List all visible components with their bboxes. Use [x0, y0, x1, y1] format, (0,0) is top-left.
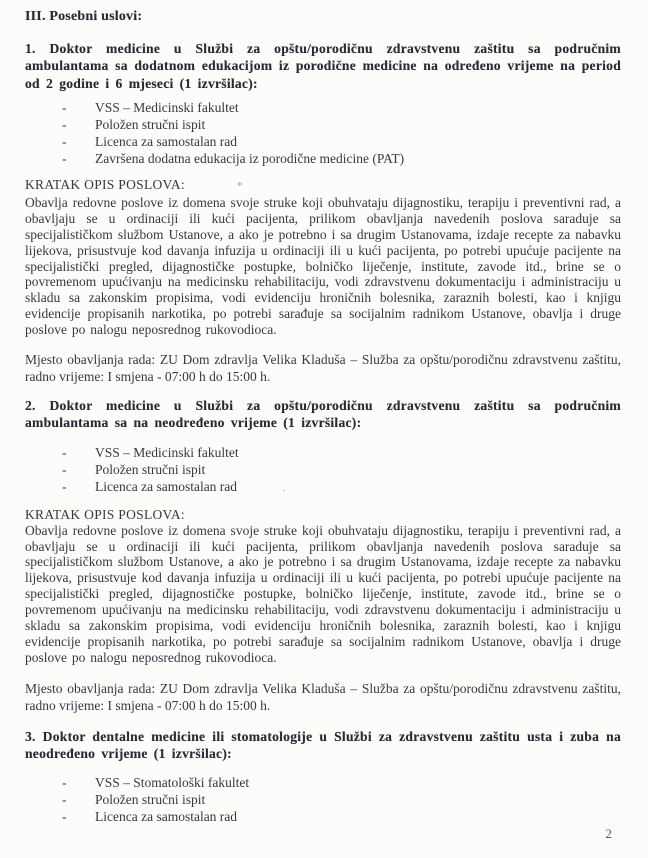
requirement-item [25, 461, 621, 478]
job-1-short-description-label [25, 176, 621, 195]
requirement-item [25, 774, 621, 791]
bullet-dash: - [62, 792, 67, 808]
bullet-dash: - [62, 775, 67, 791]
bullet-dash: - [62, 99, 67, 115]
kratak-label-text: KRATAK OPIS POSLOVA: [25, 176, 185, 192]
job-2-description: Obavlja redovne poslove iz domena svoje struke koji obuhvataju dijagnostiku, terapiju i preventivni rad, a obavljaju se u ordinaciji ili kući pacijenta, prilikom obavljanja navedenih poslova saraduje sa specijalističkom službom Ustanove, a ako je potrebno i sa drugim Ustanovama, izdaje recepte za nabavku lijekova, prisustvuje kod davanja infuzija u ordinaciji ili u kući pacijenta, po potrebi upućuje pacijente na specijalistički pregled, dijagnostičke postupke, bolničko liječenje, institute, zavode itd., brine se o povremenom upućivanju na medicinsku rehabilitaciju, vodi zdravstvenu dokumentaciju i administraciju u skladu sa zakonskim propisima, vodi evidenciju hroničnih bolesnika, zaraznih bolesti, kao i knjigu evidencije propisanih narkotika, po potrebi sarađuje sa socijalnim radnikom Ustanove, obavlja i druge poslove po nalogu neposrednog rukovodioca. [25, 522, 621, 665]
requirement-text: VSS – Medicinski fakultet [95, 99, 239, 115]
requirement-text: VSS – Stomatološki fakultet [95, 775, 250, 791]
bullet-dash: - [62, 461, 67, 477]
bullet-dash: - [62, 116, 67, 132]
job-2-short-description-label [25, 506, 621, 523]
requirement-item [25, 99, 621, 116]
requirement-text: Licenca za samostalan rad [95, 809, 238, 825]
job-1-description: Obavlja redovne poslove iz domena svoje struke koji obuhvataju dijagnostiku, terapiju i preventivni rad, a obavljaju se u ordinaciji ili kući pacijenta, prilikom obavljanja navedenih poslova saraduje sa specijalističkom službom Ustanove, a ako je potrebno i sa drugim Ustanovama, izdaje recepte za nabavku lijekova, prisustvuje kod davanja infuzija u ordinaciji ili u kući pacijenta, po potrebi upućuje pacijente na specijalistički pregled, dijagnostičke postupke, bolničko liječenje, institute, zavode itd., brine se o povremenom upućivanju na medicinsku rehabilitaciju, vodi zdravstvenu dokumentaciju i administraciju u skladu sa zakonskim propisima, vodi evidenciju hroničnih bolesnika, zaraznih bolesti, kao i knjigu evidencije propisanih narkotika, po potrebi sarađuje sa socijalnim radnikom Ustanove, obavlja i druge poslove po nalogu neposrednog rukovodioca. [25, 194, 621, 338]
requirement-item [25, 116, 621, 133]
kratak-label-text: KRATAK OPIS POSLOVA: [25, 506, 185, 522]
bullet-dash: - [62, 150, 67, 166]
bullet-dash: - [62, 478, 67, 494]
bullet-dash: - [62, 133, 67, 149]
job-2-location: Mjesto obavljanja rada: ZU Dom zdravlja Velika Kladuša – Služba za opštu/porodičnu zdravstvenu zaštitu, radno vrijeme: I smjena - 07:00 h do 15:00 h. [25, 680, 621, 713]
bullet-dash: - [62, 444, 67, 460]
requirement-text: Položen stručni ispit [95, 792, 206, 808]
requirement-item [25, 791, 621, 808]
scan-artifact: . [283, 481, 286, 494]
page-number: 2 [605, 826, 612, 841]
job-1-location: Mjesto obavljanja rada: ZU Dom zdravlja Velika Kladuša – Služba za opštu/porodičnu zdravstvenu zaštitu, radno vrijeme: I smjena - 07:00 h do 15:00 h. [25, 352, 621, 385]
job-3-requirements [25, 774, 621, 825]
requirement-item [25, 478, 621, 497]
scan-artifact: * [236, 179, 243, 192]
bullet-dash: - [62, 809, 67, 825]
job-2-heading: 2. Doktor medicine u Službi za opštu/porodičnu zdravstvenu zaštitu sa područnim ambulantama sa na neodređeno vrijeme (1 izvršilac): [25, 398, 621, 431]
job-1-heading: 1. Doktor medicine u Službi za opštu/porodičnu zdravstvenu zaštitu sa područnim ambulantama sa dodatnom edukacijom iz porodične medicine na određeno vrijeme na period od 2 godine i 6 mjeseci (1 izvršilac): [25, 41, 621, 91]
requirement-text: Završena dodatna edukacija iz porodične medicine (PAT) [95, 150, 405, 166]
requirement-item [25, 808, 621, 825]
requirement-text: Licenca za samostalan rad [95, 478, 238, 494]
requirement-text: Položen stručni ispit [95, 461, 206, 477]
requirement-item [25, 150, 621, 167]
requirement-text: Licenca za samostalan rad [95, 133, 238, 149]
job-3-heading: 3. Doktor dentalne medicine ili stomatologije u Službi za zdravstvenu zaštitu usta i zuba na neodređeno vrijeme (1 izvršilac): [25, 728, 621, 762]
job-2-requirements [25, 444, 621, 497]
section-title: III. Posebni uslovi: [25, 9, 143, 24]
requirement-item [25, 133, 621, 150]
requirement-text: VSS – Medicinski fakultet [95, 444, 239, 460]
requirement-text: Položen stručni ispit [95, 116, 206, 132]
job-1-requirements [25, 99, 621, 167]
requirement-item [25, 444, 621, 461]
